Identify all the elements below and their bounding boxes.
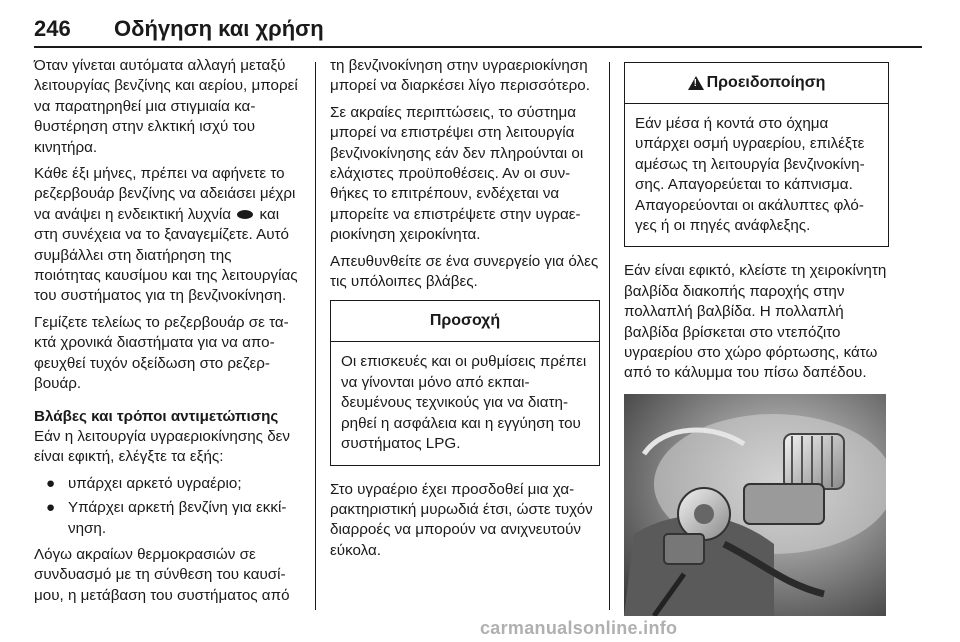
warning-header xyxy=(625,63,888,104)
list-item xyxy=(34,498,299,539)
paragraph: Στο υγραέριο έχει προσδοθεί μια χαρακτηριστική μυρωδιά έτσι, ώστε τυχόν διαρροές να μπορούν να ανιχνευτούν εύκολα. xyxy=(330,480,593,559)
list-item xyxy=(34,474,299,494)
paragraph: Γεμίζετε τελείως το ρεζερβουάρ σε τακτά χρονικά διαστήματα για να αποφευχθεί τυχόν οξείδωση στο ρεζερβουάρ. xyxy=(34,313,289,393)
warning-triangle-icon: ! xyxy=(688,76,704,90)
list-item-text: Υπάρχει αρκετή βενζίνη για εκκίνηση. xyxy=(68,499,287,537)
column-divider-2 xyxy=(609,62,610,610)
column-3 xyxy=(624,56,889,616)
column-2 xyxy=(330,56,600,567)
paragraph-text: και στη συνέχεια να το ξαναγεμίζετε. Αυτό συμβάλλει στη διατήρηση της ποιότητας καυσίμου και της λειτουργίας του συστήματος για τη βενζινοκίνηση. xyxy=(34,205,298,305)
page-header xyxy=(34,12,922,48)
paragraph: Σε ακραίες περιπτώσεις, το σύστημα μπορεί να επιστρέψει στη λειτουργία βενζινοκίνησης εάν δεν πληρούνται οι ελάχιστες προϋποθέσεις. Αν οι συνθήκες το επιτρέπουν, ενδέχεται να μπορείτε να επιστρέψετε στην υγραεριοκίνηση χειροκίνητα. xyxy=(330,103,584,244)
warning-title: Προειδοποίηση xyxy=(706,73,826,91)
paragraph: τη βενζινοκίνηση στην υγραεριοκίνηση μπορεί να διαρκέσει λίγο περισσότερο. xyxy=(330,57,590,95)
column-divider-1 xyxy=(315,62,316,610)
paragraph: Όταν γίνεται αυτόματα αλλαγή μεταξύ λειτουργίας βενζίνης και αερίου, μπορεί να παρατηρηθεί μια στιγμιαία καθυστέρηση στην ελκτική ισχύ του κινητήρα. xyxy=(34,57,298,156)
warning-box xyxy=(624,62,889,247)
indicator-lamp-icon xyxy=(237,210,253,219)
warning-body: Εάν μέσα ή κοντά στο όχημα υπάρχει οσμή υγραερίου, επιλέξτε αμέσως τη λειτουργία βενζινοκίνησης. Απαγορεύεται το κάπνισμα. Απαγορεύονται οι ακάλυπτες φλόγες ή οι πηγές ανάφλεξης. xyxy=(635,115,865,235)
paragraph-text: Κάθε έξι μήνες, πρέπει να αφήνετε το ρεζερβουάρ βενζίνης να αδειάσει μέχρι να ανάψει η ενδεικτική λυχνία xyxy=(34,165,296,223)
paragraph: Εάν είναι εφικτό, κλείστε τη χειροκίνητη βαλβίδα διακοπής παροχής στην πολλαπλή βαλβίδα. Η πολλαπλή βαλβίδα βρίσκεται στο ντεπόζιτο υγραερίου στο χώρο φόρτωσης, κάτω από το κάλυμμα του πίσω δαπέδου. xyxy=(624,262,887,382)
bullet-icon: ● xyxy=(46,499,56,517)
list-item-text: υπάρχει αρκετό υγραέριο; xyxy=(68,474,242,492)
paragraph xyxy=(34,164,299,307)
header-rule xyxy=(34,46,922,48)
page-title: Οδήγηση και χρήση xyxy=(114,16,324,41)
paragraph: Λόγω ακραίων θερμοκρασιών σε συνδυασμό με τη σύνθεση του καυσίμου, η μετάβαση του συστήματος από xyxy=(34,545,290,604)
page-number: 246 xyxy=(34,16,71,41)
watermark-text: carmanualsonline.info xyxy=(480,618,678,638)
check-list xyxy=(34,474,299,539)
section-heading: Βλάβες και τρόποι αντιμετώπισης xyxy=(34,407,279,425)
paragraph: Απευθυνθείτε σε ένα συνεργείο για όλες τις υπόλοιπες βλάβες. xyxy=(330,252,599,291)
column-1 xyxy=(34,56,299,612)
multivalve-illustration xyxy=(624,394,886,616)
paragraph-text: Εάν η λειτουργία υγραεριοκίνησης δεν είναι εφικτή, ελέγξτε τα εξής: xyxy=(34,427,291,466)
paragraph xyxy=(34,407,299,468)
bullet-icon: ● xyxy=(46,474,56,492)
caution-body: Οι επισκευές και οι ρυθμίσεις πρέπει να γίνονται μόνο από εκπαιδευμένους τεχνικούς για να διατηρηθεί η ασφάλεια και η εγγύηση του συστήματος LPG. xyxy=(341,353,587,453)
multivalve-photo xyxy=(624,394,886,616)
caution-box xyxy=(330,300,600,465)
caution-title: Προσοχή xyxy=(331,301,599,342)
